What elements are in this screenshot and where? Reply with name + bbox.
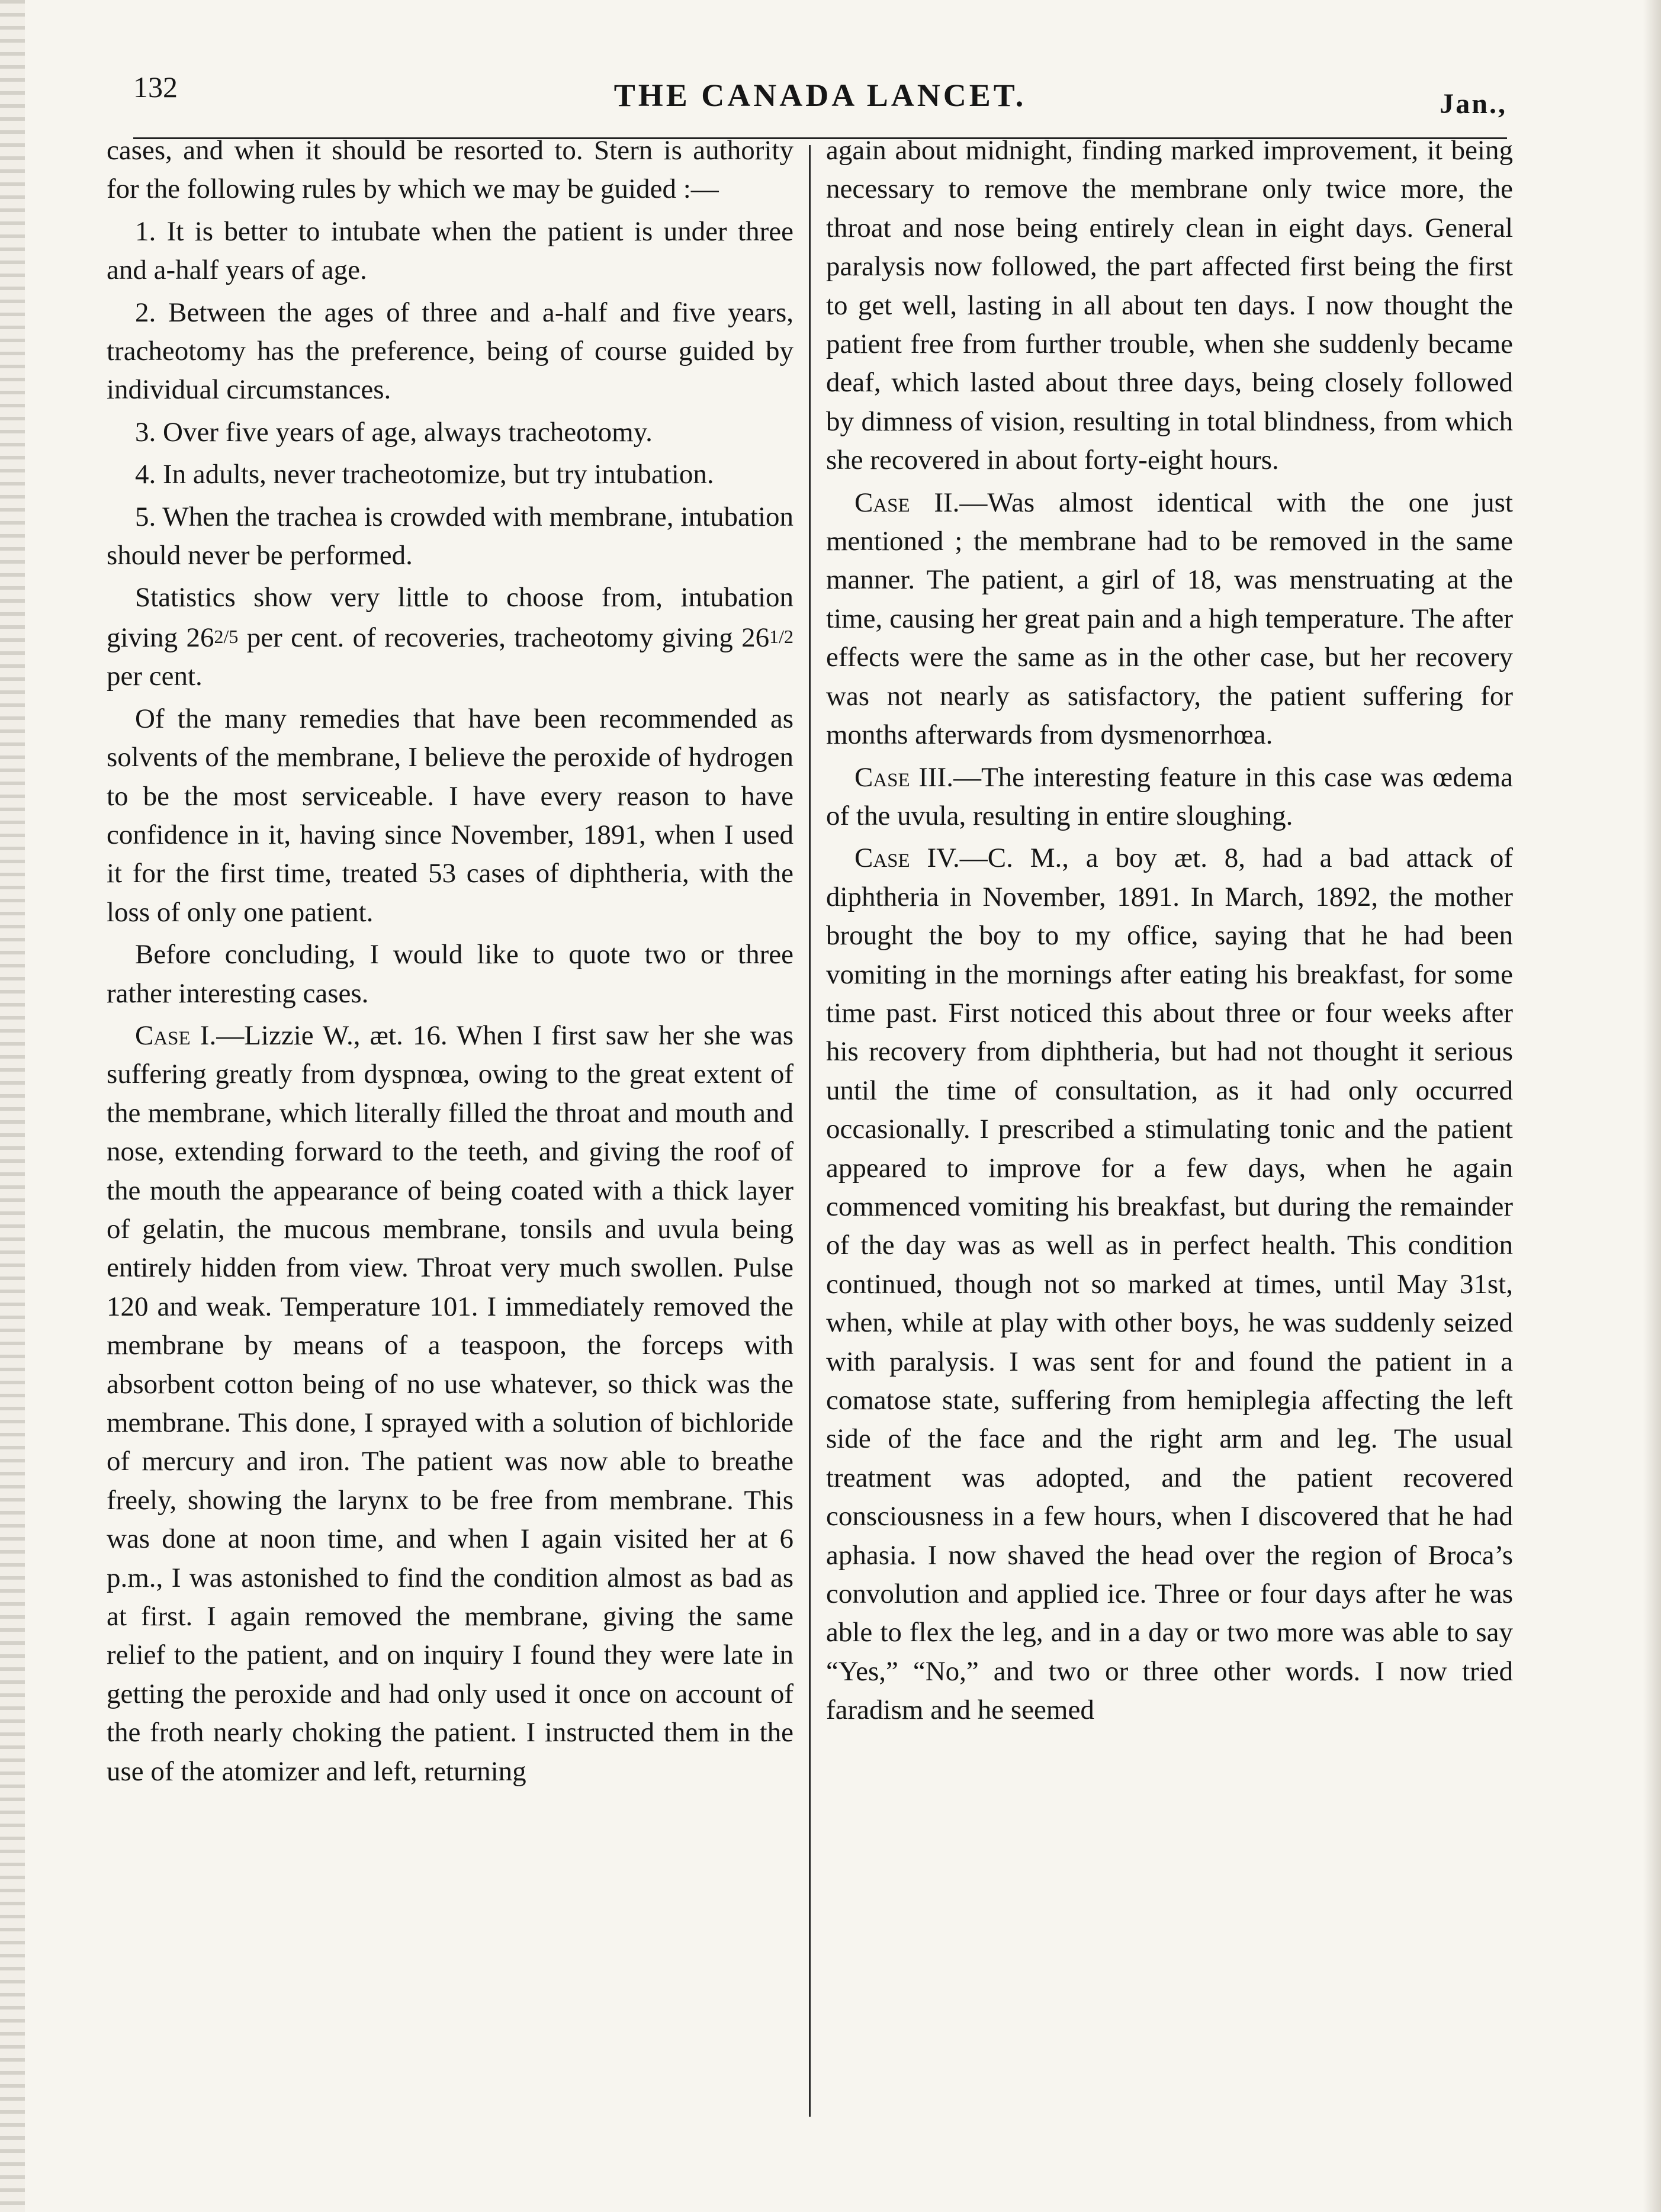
fraction: 2/5 bbox=[214, 625, 239, 647]
running-date: Jan., bbox=[1440, 88, 1507, 120]
case-heading: Case IV. bbox=[854, 843, 960, 874]
fraction: 1/2 bbox=[769, 625, 793, 647]
page-number: 132 bbox=[133, 70, 178, 104]
column-divider bbox=[809, 145, 811, 2117]
stats-text: per cent. of recoveries, tracheotomy giving 26 bbox=[238, 622, 770, 653]
case-heading: Case II. bbox=[854, 487, 960, 518]
rule-item: 4. In adults, never tracheotomize, but try intubation. bbox=[135, 459, 714, 490]
paragraph: Before concluding, I would like to quote two or three rather interesting cases. bbox=[107, 939, 793, 1009]
case-text: —C. M., a boy æt. 8, had a bad attack of diphtheria in November, 1891. In March, 1892, the mother brought the boy to my office, saying that he had been vomiting in the mornings after eating his breakfast, for some time past. First noticed this about three or four weeks after his recovery from diphtheria, but had not thought it serious until the time of consultation, as it had only occurred occasionally. I prescribed a stimulating tonic and the patient appeared to improve for a few days, when he again commenced vomiting his breakfast, but during the remainder of the day was as well as in perfect health. This condition continued, though not so marked at times, until May 31st, when, while at play with other boys, he was suddenly seized with paralysis. I was sent for and found the patient in a comatose state, suffering from hemiplegia affecting the left side of the face and the right arm and leg. The usual treatment was adopted, and the patient recovered consciousness in a few hours, when I discovered that he had aphasia. I now shaved the head over the region of Broca’s convolution and applied ice. Three or four days after he was able to flex the leg, and in a day or two more was able to say “Yes,” “No,” and two or three other words. I now tried faradism and he seemed bbox=[826, 843, 1513, 1726]
scanned-page-edge bbox=[0, 0, 25, 2212]
stats-text: per cent. bbox=[107, 661, 203, 692]
right-column bbox=[826, 131, 1513, 1734]
page-header bbox=[133, 70, 1507, 123]
case-text: —The interesting feature in this case was œdema of the uvula, resulting in entire sloughing. bbox=[826, 761, 1513, 831]
paragraph: Of the many remedies that have been recommended as solvents of the membrane, I believe the peroxide of hydrogen to be the most serviceable. I have every reason to have confidence in it, having since November, 1891, when I used it for the first time, treated 53 cases of diphtheria, with the loss of only one patient. bbox=[107, 703, 793, 928]
case-paragraph bbox=[826, 758, 1513, 836]
statistics-paragraph bbox=[107, 578, 793, 696]
case-paragraph bbox=[107, 1017, 793, 1791]
case-paragraph bbox=[826, 839, 1513, 1729]
rule-item: 2. Between the ages of three and a-half and five years, tracheotomy has the preference, being of course guided by individual circumstances. bbox=[107, 297, 793, 406]
case-heading: Case I. bbox=[135, 1020, 217, 1051]
case-heading: Case III. bbox=[854, 761, 953, 793]
paragraph: cases, and when it should be resorted to. Stern is authority for the following rules by which we may be guided :— bbox=[107, 135, 793, 205]
stats-text: Statistics show very little to choose from, intubation giving 26 bbox=[107, 582, 793, 653]
rule-item: 3. Over five years of age, always tracheotomy. bbox=[135, 416, 653, 448]
left-column bbox=[107, 131, 793, 1795]
rule-item: 5. When the trachea is crowded with membrane, intubation should never be performed. bbox=[107, 501, 793, 571]
scanned-page-edge-right bbox=[1643, 0, 1661, 2212]
paragraph: again about midnight, finding marked improvement, it being necessary to remove the membrane only twice more, the throat and nose being entirely clean in eight days. General paralysis now followed, the part affected first being the first to get well, lasting in all about ten days. I now thought the patient free from further trouble, when she suddenly became deaf, which lasted about three days, being closely followed by dimness of vision, resulting in total blindness, from which she recovered in about forty-eight hours. bbox=[826, 135, 1513, 476]
case-text: —Lizzie W., æt. 16. When I first saw her she was suffering greatly from dyspnœa, owing to the great extent of the membrane, which literally filled the throat and mouth and nose, extending forward to the teeth, and giving the roof of the mouth the appearance of being coated with a thick layer of gelatin, the mucous membrane, tonsils and uvula being entirely hidden from view. Throat very much swollen. Pulse 120 and weak. Temperature 101. I immediately removed the membrane by means of a teaspoon, the forceps with absorbent cotton being of no use whatever, so thick was the membrane. This done, I sprayed with a solution of bichloride of mercury and iron. The patient was now able to breathe freely, showing the larynx to be free from membrane. This was done at noon time, and when I again visited her at 6 p.m., I was astonished to find the condition almost as bad as at first. I again removed the membrane, giving the same relief to the patient, and on inquiry I found they were late in getting the peroxide and had only used it once on account of the froth nearly choking the patient. I instructed them in the use of the atomizer and left, returning bbox=[107, 1020, 793, 1787]
case-paragraph bbox=[826, 484, 1513, 755]
rule-item: 1. It is better to intubate when the patient is under three and a-half years of age. bbox=[107, 216, 793, 286]
case-text: —Was almost identical with the one just mentioned ; the membrane had to be removed in the same manner. The patient, a girl of 18, was menstruating at the time, causing her great pain and a high temperature. The after effects were the same as in the other case, but her recovery was not nearly as satisfactory, the patient suffering for months afterwards from dysmenorrhœa. bbox=[826, 487, 1513, 751]
journal-title: THE CANADA LANCET. bbox=[613, 78, 1027, 113]
